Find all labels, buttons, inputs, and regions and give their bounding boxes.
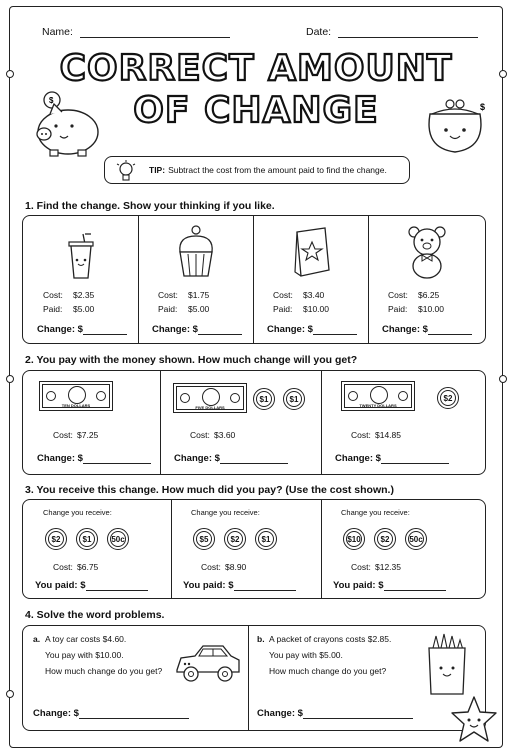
cost-label: Cost: bbox=[43, 290, 63, 300]
tip-label: TIP: bbox=[149, 165, 166, 175]
cost-label: Cost: bbox=[273, 290, 293, 300]
change-answer-field[interactable]: Change: $ bbox=[382, 324, 472, 335]
paid-value: $10.00 bbox=[303, 304, 329, 314]
problem-b-line1: A packet of crayons costs $2.85. bbox=[269, 634, 392, 644]
change-answer-field[interactable]: Change: $ bbox=[37, 324, 127, 335]
coin-icon: $1 bbox=[253, 388, 275, 410]
cost-label: Cost: bbox=[388, 290, 408, 300]
problem-a-change-field[interactable]: Change: $ bbox=[33, 708, 189, 719]
coin-icon: $2 bbox=[224, 528, 246, 550]
paid-label: Paid: bbox=[43, 304, 63, 314]
cost-value: $7.25 bbox=[77, 430, 99, 440]
cost-label: Cost: bbox=[190, 430, 210, 440]
change-answer-field[interactable]: Change: $ bbox=[174, 453, 288, 464]
cost-label: Cost: bbox=[351, 430, 371, 440]
coin-icon: $1 bbox=[255, 528, 277, 550]
change-receive-label: Change you receive: bbox=[43, 508, 112, 517]
problem-b-letter: b. bbox=[257, 634, 265, 644]
coin-icon: 50c bbox=[107, 528, 129, 550]
svg-text:$: $ bbox=[49, 96, 54, 105]
paid-label: Paid: bbox=[388, 304, 408, 314]
book-icon bbox=[289, 226, 333, 280]
name-label: Name: bbox=[42, 26, 73, 38]
date-label: Date: bbox=[306, 26, 332, 38]
change-receive-label: Change you receive: bbox=[191, 508, 260, 517]
you-paid-field[interactable]: You paid: $ bbox=[333, 580, 446, 591]
cost-label: Cost: bbox=[53, 562, 73, 572]
change-answer-field[interactable]: Change: $ bbox=[37, 453, 151, 464]
cost-value: $12.35 bbox=[375, 562, 401, 572]
border-ornament bbox=[6, 690, 14, 698]
change-receive-label: Change you receive: bbox=[341, 508, 410, 517]
cupcake-icon bbox=[174, 224, 218, 280]
page-title-line2: OF CHANGE bbox=[133, 90, 379, 131]
you-paid-field[interactable]: You paid: $ bbox=[183, 580, 296, 591]
cost-value: $1.75 bbox=[188, 290, 210, 300]
problem-a-line1: A toy car costs $4.60. bbox=[45, 634, 127, 644]
cost-value: $2.35 bbox=[73, 290, 95, 300]
coin-icon: 50c bbox=[405, 528, 427, 550]
change-answer-field[interactable]: Change: $ bbox=[335, 453, 449, 464]
cost-label: Cost: bbox=[158, 290, 178, 300]
page-title-line1: CORRECT AMOUNT bbox=[59, 48, 453, 89]
cost-value: $3.60 bbox=[214, 430, 236, 440]
name-field[interactable] bbox=[42, 26, 230, 38]
paid-label: Paid: bbox=[158, 304, 178, 314]
problem-b-line2: You pay with $5.00. bbox=[269, 650, 343, 660]
problem-a-line3: How much change do you get? bbox=[45, 666, 163, 676]
problem-b-change-field[interactable]: Change: $ bbox=[257, 708, 413, 719]
coin-purse-icon bbox=[420, 96, 490, 158]
section1-heading: 1. Find the change. Show your thinking if you like. bbox=[25, 200, 275, 212]
problem-b-line3: How much change do you get? bbox=[269, 666, 387, 676]
section2-box bbox=[22, 370, 486, 475]
border-ornament bbox=[6, 375, 14, 383]
date-field[interactable] bbox=[306, 26, 478, 38]
change-answer-field[interactable]: Change: $ bbox=[152, 324, 242, 335]
paid-label: Paid: bbox=[273, 304, 293, 314]
five-dollar-bill-icon: FIVE DOLLARS bbox=[173, 383, 247, 413]
problem-a-letter: a. bbox=[33, 634, 41, 644]
change-answer-field[interactable]: Change: $ bbox=[267, 324, 357, 335]
cost-value: $8.90 bbox=[225, 562, 247, 572]
piggy-bank-icon bbox=[26, 88, 106, 160]
ten-dollar-bill-icon: TEN DOLLARS bbox=[39, 381, 113, 411]
cost-value: $6.75 bbox=[77, 562, 99, 572]
you-paid-field[interactable]: You paid: $ bbox=[35, 580, 148, 591]
light-bulb-icon bbox=[115, 160, 137, 182]
coin-icon: $1 bbox=[283, 388, 305, 410]
twenty-dollar-bill-icon: TWENTY DOLLARS bbox=[341, 381, 415, 411]
cost-label: Cost: bbox=[201, 562, 221, 572]
paid-value: $5.00 bbox=[188, 304, 210, 314]
paid-value: $5.00 bbox=[73, 304, 95, 314]
star-mascot-icon bbox=[448, 694, 500, 746]
paid-value: $10.00 bbox=[418, 304, 444, 314]
cost-label: Cost: bbox=[351, 562, 371, 572]
section4-box bbox=[22, 625, 486, 731]
cost-value: $14.85 bbox=[375, 430, 401, 440]
svg-text:$: $ bbox=[480, 102, 486, 112]
coin-icon: $10 bbox=[343, 528, 365, 550]
border-ornament bbox=[499, 375, 507, 383]
crayon-box-icon bbox=[423, 632, 471, 698]
section2-heading: 2. You pay with the money shown. How much change will you get? bbox=[25, 354, 358, 366]
cost-value: $3.40 bbox=[303, 290, 325, 300]
coin-icon: $5 bbox=[193, 528, 215, 550]
toy-car-icon bbox=[173, 640, 243, 686]
section3-box bbox=[22, 499, 486, 599]
cost-label: Cost: bbox=[53, 430, 73, 440]
coin-icon: $2 bbox=[45, 528, 67, 550]
coin-icon: $2 bbox=[374, 528, 396, 550]
coin-icon: $1 bbox=[76, 528, 98, 550]
drink-cup-icon bbox=[63, 232, 99, 282]
coin-icon: $2 bbox=[437, 387, 459, 409]
section4-heading: 4. Solve the word problems. bbox=[25, 609, 165, 621]
tip-text: Subtract the cost from the amount paid to find the change. bbox=[168, 165, 387, 175]
section3-heading: 3. You receive this change. How much did you pay? (Use the cost shown.) bbox=[25, 484, 394, 496]
problem-a-line2: You pay with $10.00. bbox=[45, 650, 124, 660]
cost-value: $6.25 bbox=[418, 290, 440, 300]
tip-box bbox=[104, 156, 410, 184]
teddy-bear-icon bbox=[402, 224, 452, 280]
section1-box bbox=[22, 215, 486, 344]
